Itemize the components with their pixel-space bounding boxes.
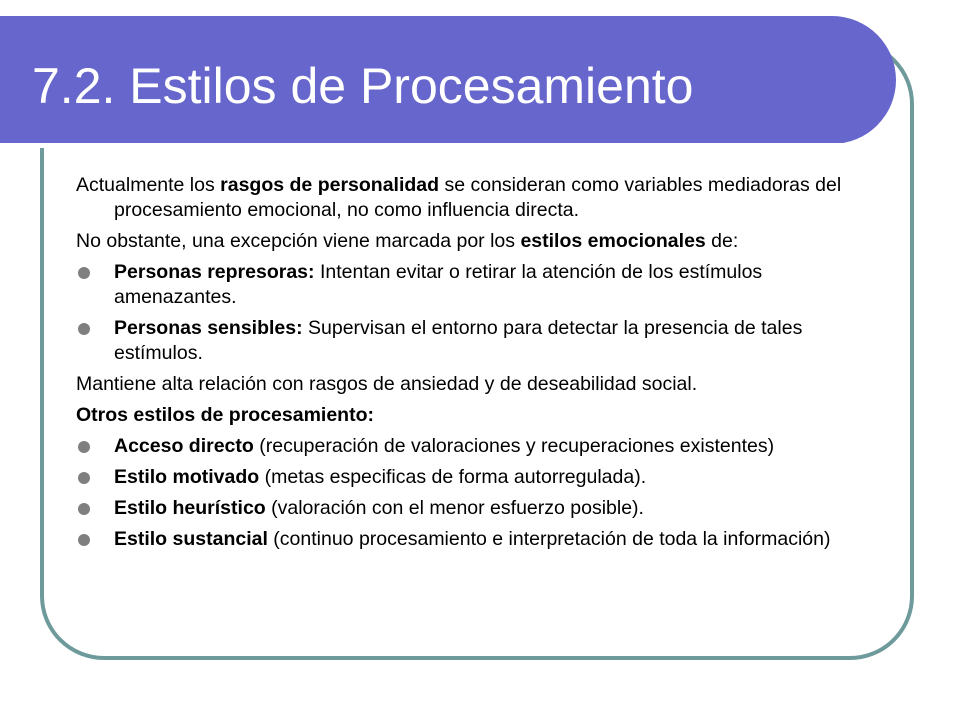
paragraph-personality — [76, 173, 856, 223]
paragraph-exception — [76, 229, 856, 254]
bullet-item — [76, 260, 856, 310]
bold-run: estilos emocionales — [520, 230, 706, 252]
bullet-icon — [78, 472, 90, 484]
text-run: Intentan evitar o retirar la atención de los estímulos amenazantes. — [114, 261, 763, 308]
bullet-icon — [78, 534, 90, 546]
bold-run: Otros estilos de procesamiento: — [76, 404, 374, 426]
bold-run: Estilo motivado — [114, 466, 260, 488]
bullet-item — [76, 434, 856, 459]
paragraph-relation: Mantiene alta relación con rasgos de ansiedad y de deseabilidad social. — [76, 373, 698, 395]
bold-run: Estilo sustancial — [114, 528, 268, 550]
bold-run: Personas represoras: — [114, 261, 315, 283]
slide-title: 7.2. Estilos de Procesamiento — [32, 58, 694, 114]
bullet-icon — [78, 323, 90, 335]
bullet-item — [76, 465, 856, 490]
bullet-item — [76, 527, 856, 552]
bullet-item — [76, 316, 856, 366]
text-run: se consideran como variables mediadoras del procesamiento emocional, no como influencia directa. — [114, 174, 842, 221]
text-run: (recuperación de valoraciones y recuperaciones existentes) — [253, 435, 775, 457]
bold-run: Estilo heurístico — [114, 497, 266, 519]
text-run: (continuo procesamiento e interpretación de toda la información) — [267, 528, 831, 550]
bullet-icon — [78, 441, 90, 453]
bold-run: rasgos de personalidad — [220, 174, 440, 196]
text-run: (metas especificas de forma autorregulada). — [259, 466, 647, 488]
slide-content — [76, 173, 856, 558]
bullet-item — [76, 496, 856, 521]
text-run: (valoración con el menor esfuerzo posible). — [265, 497, 644, 519]
bullet-icon — [78, 503, 90, 515]
bold-run: Personas sensibles: — [114, 317, 303, 339]
title-underline — [0, 143, 850, 148]
text-run: Supervisan el entorno para detectar la presencia de tales estímulos. — [114, 317, 803, 364]
text-run: No obstante, una excepción viene marcada por los — [76, 230, 521, 252]
text-run: Actualmente los — [76, 174, 221, 196]
title-bar — [0, 16, 896, 144]
bullet-icon — [78, 267, 90, 279]
text-run: de: — [705, 230, 739, 252]
paragraph-other-styles — [76, 403, 856, 428]
bold-run: Acceso directo — [114, 435, 254, 457]
